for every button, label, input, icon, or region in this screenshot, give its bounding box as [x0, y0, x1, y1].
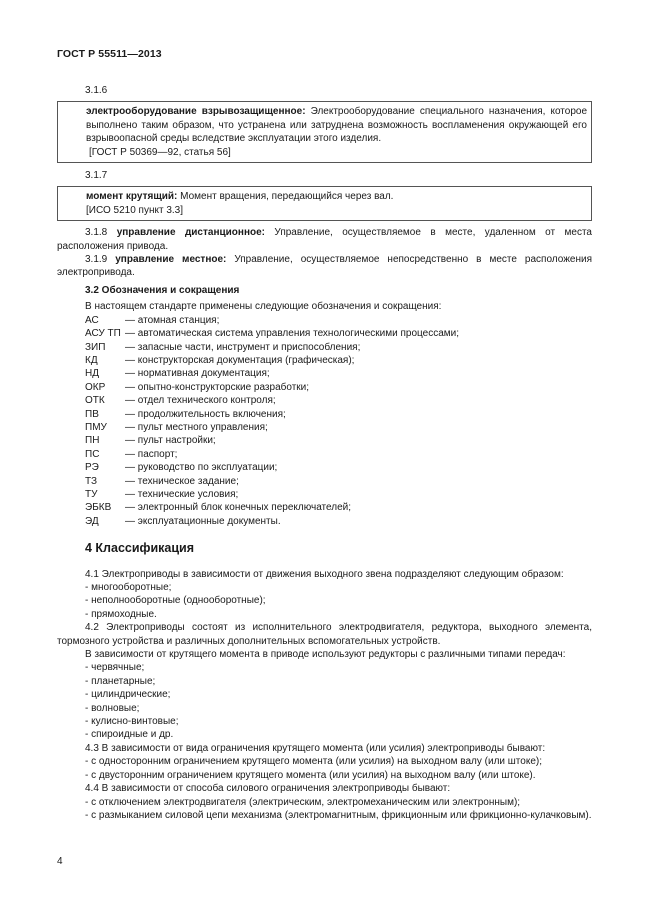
list-item: - спироидные и др.: [85, 729, 174, 741]
list-item: ПМУ — пульт местного управления;: [85, 421, 268, 433]
list-item: ПС — паспорт;: [85, 448, 178, 460]
section-heading: 4 Классификация: [85, 541, 195, 556]
document-body: [57, 78, 592, 822]
term-source: [ИСО 5210 пункт 3.3]: [86, 204, 184, 216]
list-item: НД — нормативная документация;: [85, 368, 270, 380]
term-definition: момент крутящий: Момент вращения, передающийся через вал.: [86, 191, 394, 203]
section-intro: В настоящем стандарте применены следующие обозначения и сокращения:: [85, 301, 442, 313]
term-number: 3.1.6: [85, 85, 108, 96]
list-item: РЭ — руководство по эксплуатации;: [85, 462, 278, 474]
list-item: АС — атомная станция;: [85, 314, 220, 326]
list-item: АСУ ТП — автоматическая система управления технологическими процессами;: [85, 328, 460, 340]
clause-term: управление местное:: [115, 254, 227, 266]
list-item: ЗИП — запасные части, инструмент и приспособления;: [85, 341, 361, 353]
list-item: ПН — пульт настройки;: [85, 435, 216, 447]
list-item: - цилиндрические;: [85, 689, 171, 701]
paragraph: 4.3 В зависимости от вида ограничения крутящего момента (или усилия) электроприводы бывают:: [85, 742, 546, 754]
term-source: [ГОСТ Р 50369—92, статья 56]: [89, 146, 231, 158]
list-item: - с отключением электродвигателя (электрическим, электромеханическим или электронным);: [85, 796, 521, 808]
list-item: - прямоходные.: [85, 608, 157, 620]
term-box: [57, 101, 592, 163]
document-header: ГОСТ Р 55511—2013: [57, 48, 162, 60]
term-title: электрооборудование взрывозащищенное:: [86, 106, 306, 118]
clause-term: управление дистанционное:: [116, 227, 265, 239]
list-item: ПВ — продолжительность включения;: [85, 408, 286, 420]
list-item: - волновые;: [85, 702, 140, 714]
list-item: ЭД — эксплуатационные документы.: [85, 515, 281, 527]
list-item: - многооборотные;: [85, 582, 172, 593]
paragraph: 4.1 Электроприводы в зависимости от движения выходного звена подразделяют следующим образом:: [85, 568, 564, 580]
page-number: 4: [57, 856, 63, 867]
list-item: ТЗ — техническое задание;: [85, 475, 239, 487]
list-item: ЭБКВ — электронный блок конечных переключателей;: [85, 502, 351, 514]
list-item: КД — конструкторская документация (графическая);: [85, 354, 355, 366]
term-definition: электрооборудование взрывозащищенное: Электрооборудование специального назначения, которое выполнено таким образом, что устранена или затруднена возможность воспламенения окружающей его взрывоопасной среды вследствие эксплуатации этого изделия.: [86, 106, 588, 145]
list-item: ОТК — отдел технического контроля;: [85, 395, 276, 407]
list-item: - червячные;: [85, 662, 145, 674]
term-title: момент крутящий:: [86, 191, 178, 203]
list-item: - планетарные;: [85, 675, 156, 687]
clause-text: 3.1.8 управление дистанционное: Управление, осуществляемое в месте, удаленном от места расположения привода.: [57, 227, 592, 252]
list-item: ТУ — технические условия;: [85, 488, 239, 500]
paragraph: 4.2 Электроприводы состоят из исполнительного электродвигателя, редуктора, выходного элемента, тормозного устройства и различных дополнительных вспомогательных устройств.: [57, 622, 592, 647]
list-item: - неполнооборотные (однооборотные);: [85, 595, 266, 607]
paragraph: 4.4 В зависимости от способа силового ограничения электроприводы бывают:: [85, 783, 451, 795]
section-heading: 3.2 Обозначения и сокращения: [85, 284, 240, 296]
paragraph: В зависимости от крутящего момента в приводе используют редукторы с различными типами передач:: [85, 649, 566, 661]
list-item: ОКР — опытно-конструкторские разработки;: [85, 381, 310, 393]
abbreviation-list: [57, 314, 592, 529]
list-item: - с односторонним ограничением крутящего момента (или усилия) на выходном валу (или штоке);: [85, 756, 542, 768]
clause-text: 3.1.9 управление местное: Управление, осуществляемое непосредственно в месте расположения электропривода.: [57, 254, 592, 279]
list-item: - с размыканием силовой цепи механизма (электромагнитным, фрикционным или фрикционно-кулачковым).: [85, 809, 592, 821]
list-item: - кулисно-винтовые;: [85, 716, 179, 728]
list-item: - с двусторонним ограничением крутящего момента (или усилия) на выходном валу (или штоке).: [85, 769, 536, 781]
term-box: [57, 186, 592, 221]
term-number: 3.1.7: [85, 170, 108, 182]
